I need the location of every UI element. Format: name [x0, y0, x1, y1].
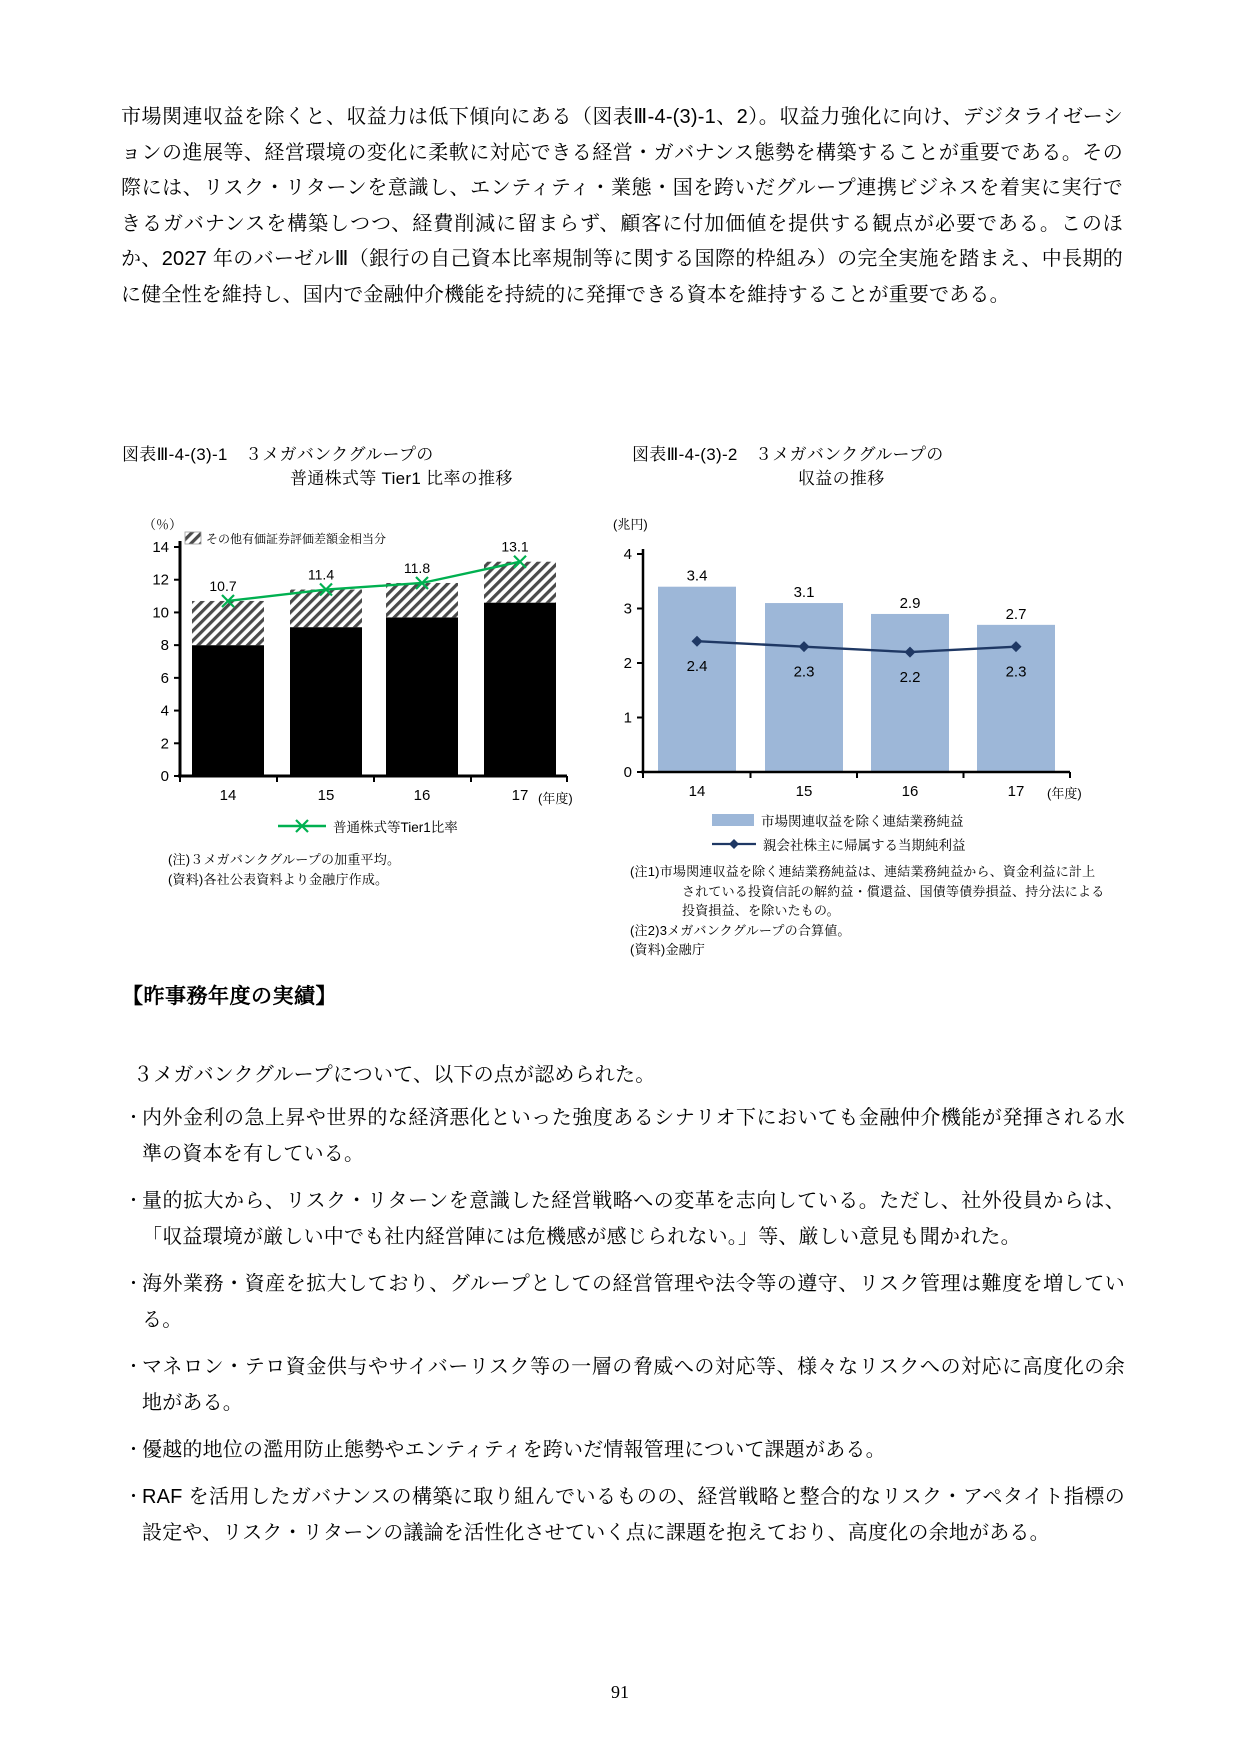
svg-text:14: 14 — [219, 787, 237, 804]
svg-text:10.7: 10.7 — [209, 577, 237, 594]
fig1-notes — [168, 850, 400, 889]
list-item — [125, 1100, 1125, 1172]
fig1-title-line1: 図表Ⅲ-4-(3)-1 ３メガバンクグループの — [122, 445, 434, 464]
svg-text:11.8: 11.8 — [403, 559, 431, 576]
svg-text:8: 8 — [160, 637, 169, 655]
bullet-marker: ・ — [125, 1440, 142, 1459]
findings-list — [125, 1100, 1125, 1562]
svg-text:2: 2 — [160, 735, 169, 753]
svg-text:15: 15 — [317, 787, 335, 804]
svg-text:2.9: 2.9 — [899, 594, 921, 612]
fig2-title-line2: 収益の推移 — [798, 469, 885, 488]
fig1-y-unit-label: （％） — [143, 517, 183, 532]
bullet-text: 量的拡大から、リスク・リターンを意識した経営戦略への変革を志向している。ただし、社外役員からは、「収益環境が厳しい中でも社内経営陣には危機感が感じられない。」等、厳しい意見も聞かれた。 — [142, 1190, 1125, 1248]
fig2-y-unit-label: (兆円) — [613, 517, 648, 532]
svg-text:2.2: 2.2 — [899, 669, 921, 687]
fig1-note: (注)３メガバンクグループの加重平均。 — [168, 852, 401, 867]
blue-bar-legend-icon — [712, 814, 754, 826]
bullet-text: 海外業務・資産を拡大しており、グループとしての経営管理や法令等の遵守、リスク管理は難度を増している。 — [142, 1273, 1125, 1331]
list-item — [125, 1432, 1125, 1468]
svg-text:3.4: 3.4 — [686, 567, 708, 585]
list-item — [125, 1479, 1125, 1551]
bullet-text: 内外金利の急上昇や世界的な経済悪化といった強度あるシナリオ下においても金融仲介機能が発揮される水準の資本を有している。 — [142, 1107, 1125, 1165]
svg-text:2: 2 — [623, 655, 632, 672]
svg-text:10: 10 — [152, 604, 169, 622]
svg-text:14: 14 — [152, 539, 169, 556]
bullet-text: 優越的地位の濫用防止態勢やエンティティを跨いだ情報管理について課題がある。 — [142, 1439, 886, 1461]
navy-diamond-line-legend-icon — [712, 837, 756, 851]
svg-text:2.3: 2.3 — [793, 663, 815, 681]
svg-text:17: 17 — [1007, 783, 1025, 800]
fig2-notes — [630, 862, 1108, 960]
fig2-source-note: (資料)金融庁 — [630, 942, 706, 957]
svg-text:0: 0 — [160, 768, 169, 785]
svg-text:4: 4 — [160, 702, 169, 720]
svg-text:3: 3 — [623, 600, 632, 618]
bullet-marker: ・ — [125, 1108, 142, 1127]
svg-text:3.1: 3.1 — [793, 584, 815, 602]
svg-text:0: 0 — [623, 764, 632, 781]
fig1-line-legend-label: 普通株式等Tier1比率 — [333, 820, 458, 835]
svg-text:(年度): (年度) — [538, 791, 573, 806]
svg-text:12: 12 — [152, 571, 169, 589]
fig2-line-legend — [712, 834, 966, 854]
svg-text:1: 1 — [623, 709, 632, 727]
fig2-note1: (注1)市場関連収益を除く連結業務純益は、連結業務純益から、資金利益に計上されている投資信託の解約益・償還益、国債等債券損益、持分法による投資損益、を除いたもの。 — [630, 864, 1105, 918]
fig2-note2: (注2)3メガバンクグループの合算値。 — [630, 922, 851, 938]
list-item — [125, 1266, 1125, 1338]
page-number: 91 — [611, 1682, 629, 1702]
section-lead: ３メガバンクグループについて、以下の点が認められた。 — [133, 1064, 656, 1086]
svg-text:6: 6 — [160, 669, 169, 687]
svg-text:16: 16 — [901, 783, 919, 800]
bullet-marker: ・ — [125, 1487, 142, 1506]
svg-text:2.7: 2.7 — [1005, 605, 1027, 623]
svg-text:14: 14 — [688, 783, 706, 800]
svg-text:その他有価証券評価差額金相当分: その他有価証券評価差額金相当分 — [206, 532, 387, 546]
bullet-marker: ・ — [125, 1191, 142, 1210]
svg-text:2.4: 2.4 — [686, 658, 708, 676]
list-item — [125, 1349, 1125, 1421]
svg-text:13.1: 13.1 — [501, 538, 529, 555]
fig2-title-line1: 図表Ⅲ-4-(3)-2 ３メガバンクグループの — [632, 445, 944, 464]
list-item — [125, 1183, 1125, 1255]
fig1-title-line2: 普通株式等 Tier1 比率の推移 — [290, 469, 513, 488]
section-heading: 【昨事務年度の実績】 — [122, 985, 337, 1008]
svg-text:15: 15 — [795, 783, 813, 800]
fig1-source-note: (資料)各社公表資料より金融庁作成。 — [168, 871, 389, 887]
svg-text:11.4: 11.4 — [307, 566, 335, 583]
fig1-line-legend — [278, 816, 458, 836]
tier1-ratio-chart — [130, 523, 585, 823]
figure-profit — [560, 438, 1140, 973]
bullet-marker: ・ — [125, 1357, 142, 1376]
svg-text:16: 16 — [413, 787, 431, 804]
svg-text:2.3: 2.3 — [1005, 663, 1027, 681]
bullet-marker: ・ — [125, 1274, 142, 1293]
fig2-bar-legend-label: 市場関連収益を除く連結業務純益 — [761, 814, 964, 829]
bullet-text: RAF を活用したガバナンスの構築に取り組んでいるものの、経営戦略と整合的なリスク・アペタイト指標の設定や、リスク・リターンの議論を活性化させていく点に課題を抱えており、高度化の余地がある。 — [142, 1486, 1125, 1544]
intro-paragraph: 市場関連収益を除くと、収益力は低下傾向にある（図表Ⅲ-4-(3)-1、2）。収益力強化に向け、デジタライゼーションの進展等、経営環境の変化に柔軟に対応できる経営・ガバナンス態勢を構築することが重要である。その際には、リスク・リターンを意識し、エンティティ・業態・国を跨いだグループ連携ビジネスを着実に実行できるガバナンスを構築しつつ、経費削減に留まらず、顧客に付加価値を提供する観点が必要である。このほか、2027 年のバーゼルⅢ（銀行の自己資本比率規制等に関する国際的枠組み）の完全実施を踏まえ、中長期的に健全性を維持し、国内で金融仲介機能を持続的に発揮できる資本を維持することが重要である。 — [121, 106, 1123, 306]
svg-text:4: 4 — [623, 546, 632, 563]
fig2-bar-legend — [712, 810, 964, 830]
green-x-line-legend-icon — [278, 819, 326, 833]
figure-tier1-ratio — [110, 438, 590, 948]
svg-text:(年度): (年度) — [1047, 786, 1082, 801]
profit-chart — [560, 523, 1120, 813]
svg-text:17: 17 — [511, 787, 529, 804]
fig2-line-legend-label: 親会社株主に帰属する当期純利益 — [763, 838, 966, 853]
bullet-text: マネロン・テロ資金供与やサイバーリスク等の一層の脅威への対応等、様々なリスクへの対応に高度化の余地がある。 — [142, 1356, 1125, 1414]
